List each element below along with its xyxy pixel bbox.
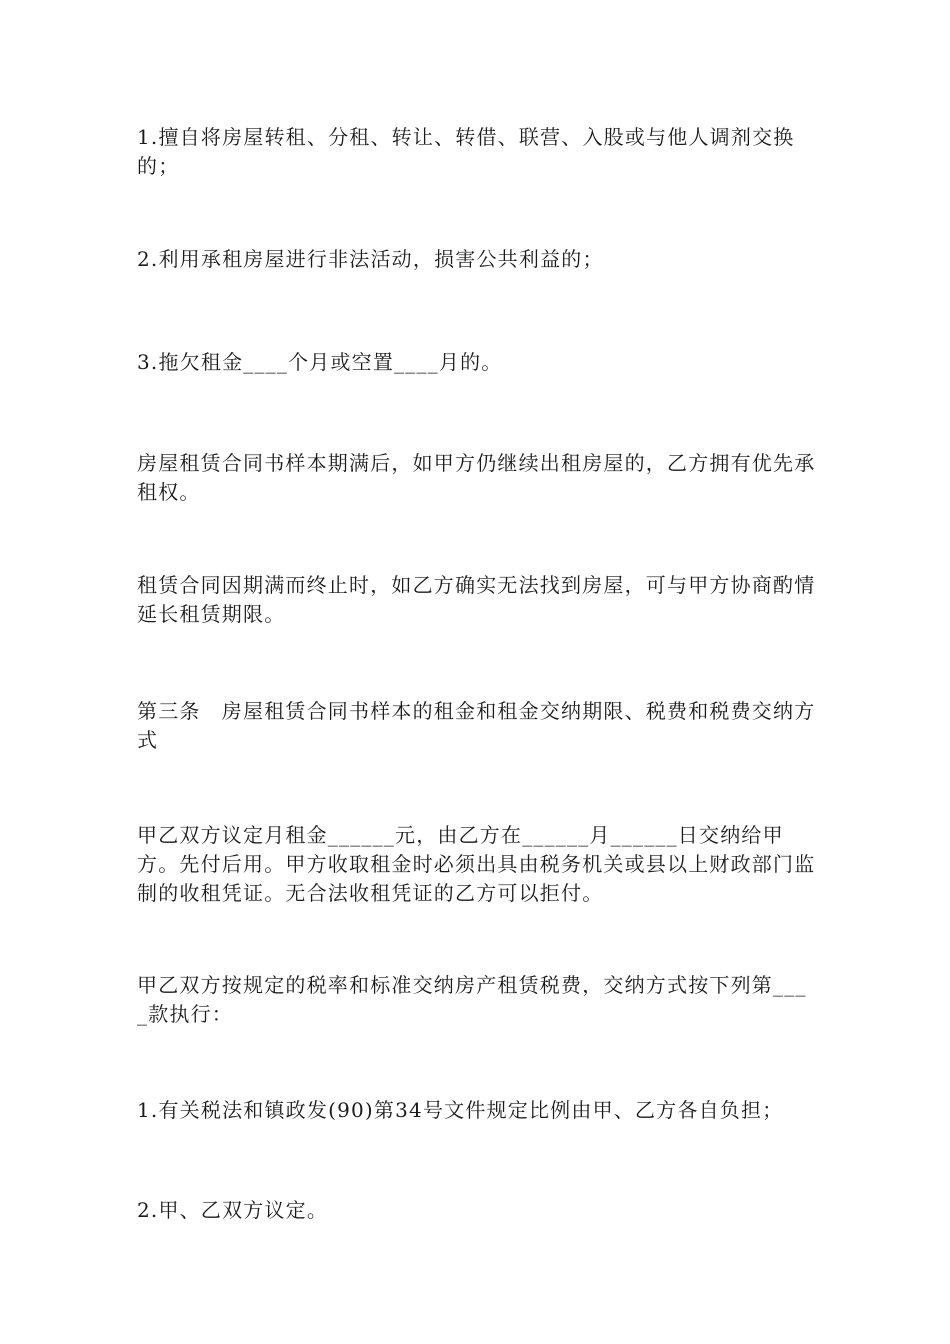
priority-lease-paragraph: 房屋租赁合同书样本期满后，如甲方仍继续出租房屋的，乙方拥有优先承租权。 xyxy=(137,451,816,504)
clause-item-sublet: 1.擅自将房屋转租、分租、转让、转借、联营、入股或与他人调剂交换的； xyxy=(137,125,795,178)
tax-option-item-one: 1.有关税法和镇政发(90)第34号文件规定比例由甲、乙方各自负担； xyxy=(137,1098,784,1122)
clause-item-illegal-use: 2.利用承租房屋进行非法活动，损害公共利益的； xyxy=(137,247,604,271)
article-three-heading: 第三条 房屋租赁合同书样本的租金和租金交纳期限、税费和税费交纳方式 xyxy=(137,699,816,752)
clause-item-rent-arrears: 3.拖欠租金____个月或空置____月的。 xyxy=(137,350,503,374)
monthly-rent-paragraph: 甲乙双方议定月租金______元，由乙方在______月______日交纳给甲方。先付后用。甲方收取租金时必须出具由税务机关或县以上财政部门监制的收租凭证。无合法收租凭证的乙方可以拒付。 xyxy=(137,823,816,905)
lease-extension-paragraph: 租赁合同因期满而终止时，如乙方确实无法找到房屋，可与甲方协商酌情延长租赁期限。 xyxy=(137,573,816,626)
tax-option-item-two: 2.甲、乙双方议定。 xyxy=(137,1198,329,1222)
tax-payment-paragraph: 甲乙双方按规定的税率和标准交纳房产租赁税费，交纳方式按下列第____款执行： xyxy=(137,973,807,1026)
